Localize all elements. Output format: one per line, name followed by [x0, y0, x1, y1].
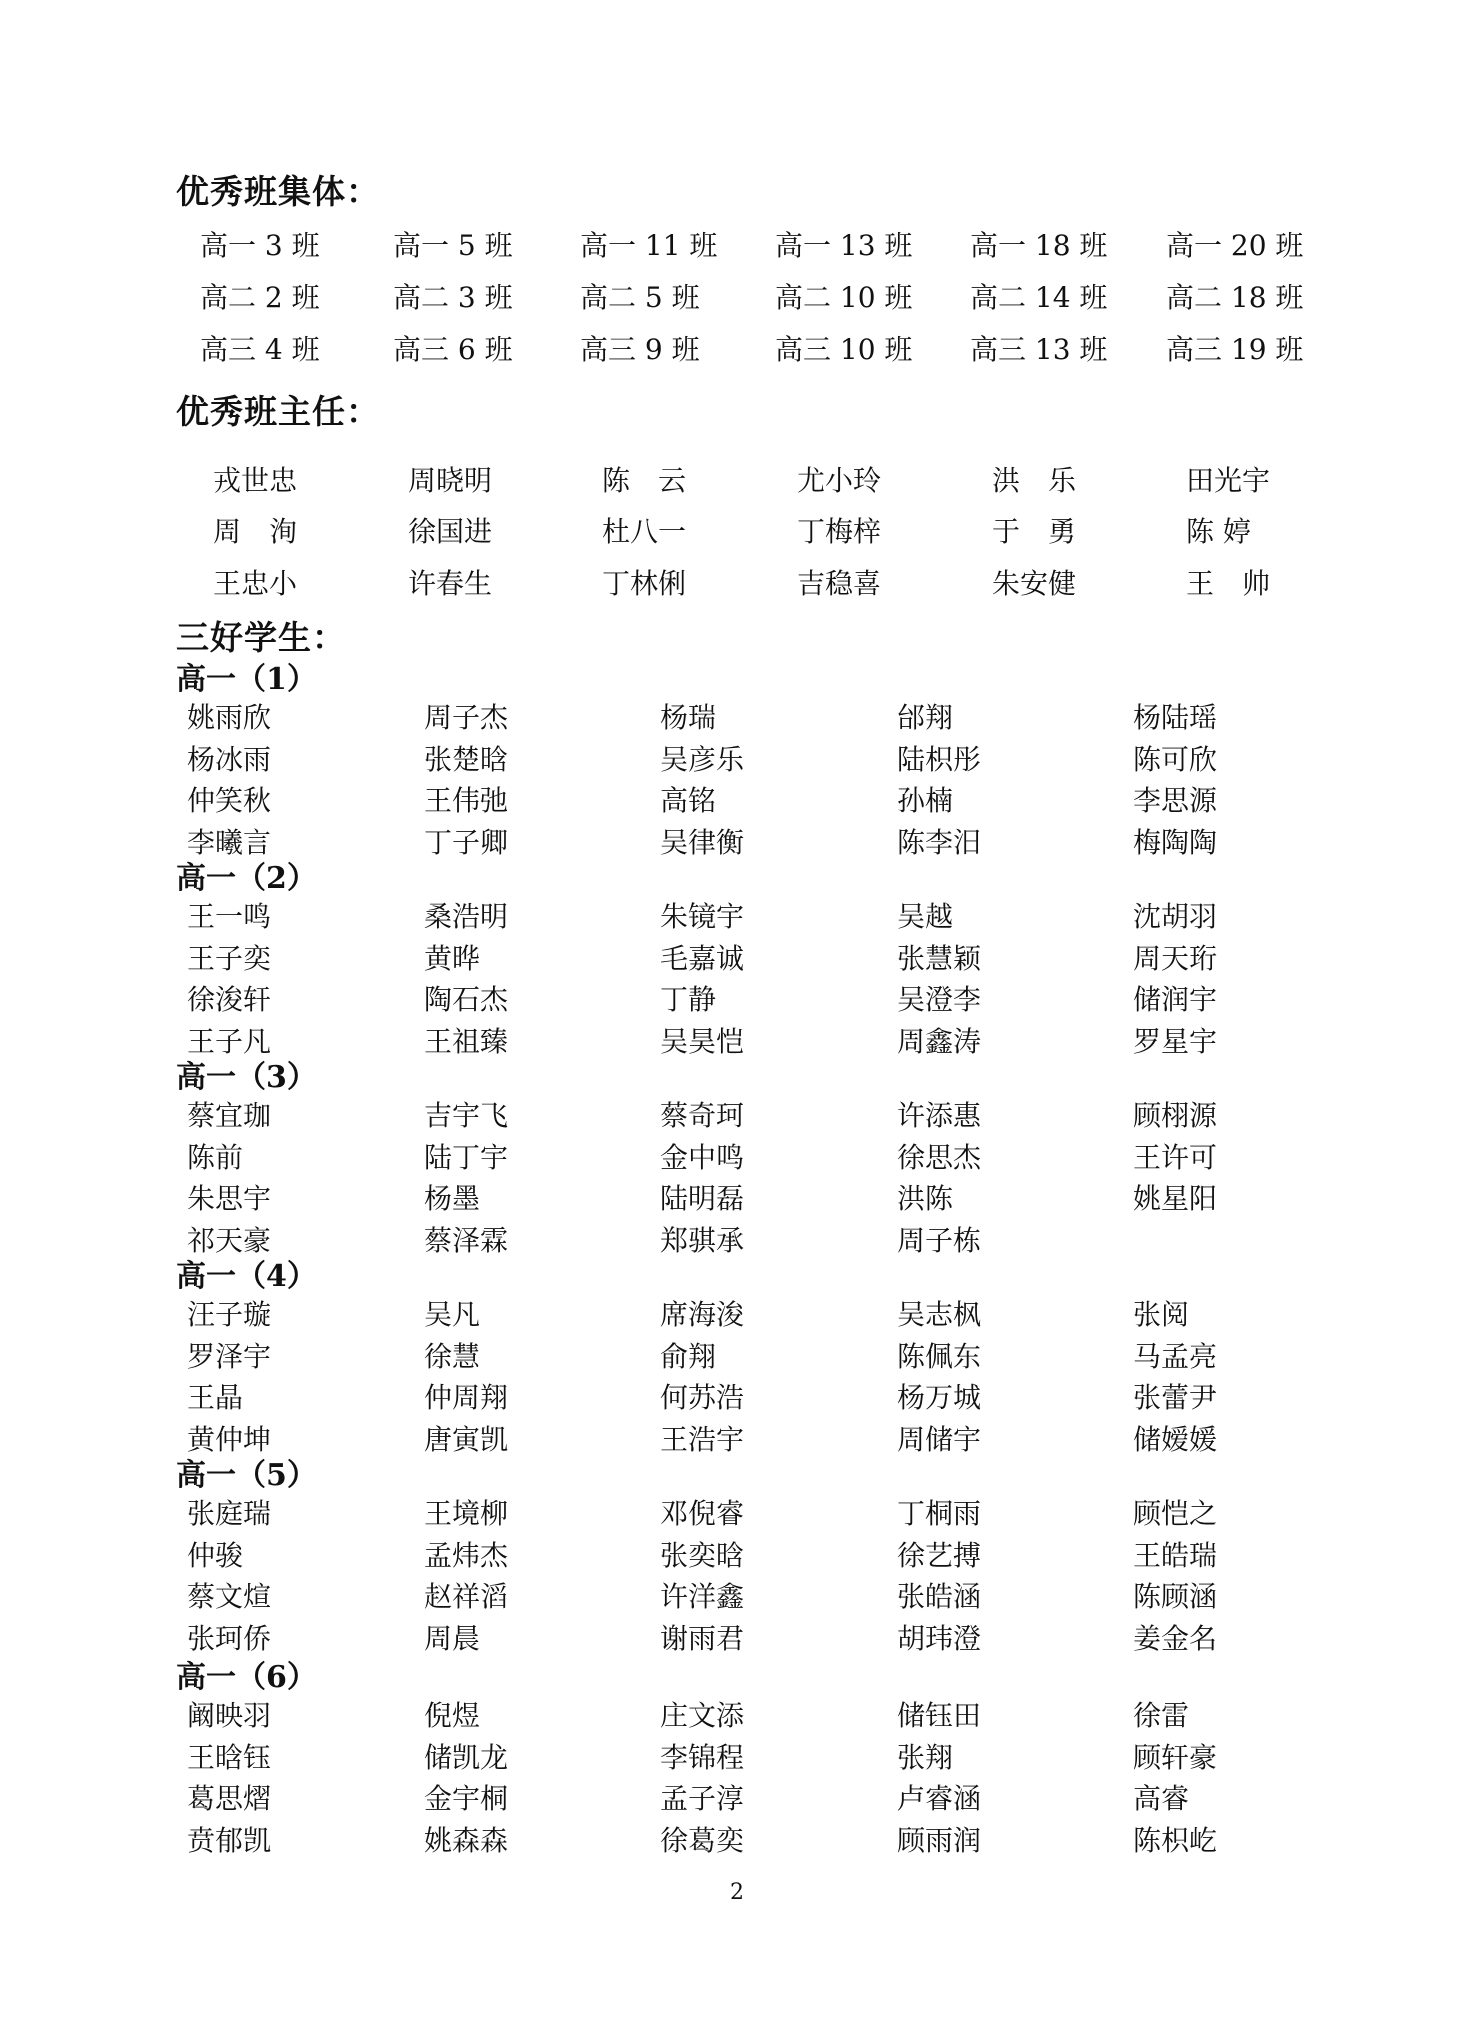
teacher-item: 王 帅: [1186, 567, 1271, 600]
student-name: 朱思宇: [187, 1182, 272, 1215]
teacher-item: 王忠小: [213, 567, 298, 600]
student-name: 周子杰: [424, 701, 509, 734]
teacher-item: 尤小玲: [797, 464, 882, 497]
student-name: 张庭瑞: [187, 1497, 272, 1530]
student-name: 吉宇飞: [424, 1099, 509, 1132]
student-name: 姜金名: [1133, 1621, 1218, 1655]
student-name: 许添惠: [897, 1099, 982, 1132]
class-group-label: 高一（4）: [176, 1259, 317, 1294]
class-item: 高二 18 班: [1166, 281, 1304, 314]
teacher-item: 于 勇: [992, 515, 1077, 548]
student-name: 顾轩豪: [1133, 1740, 1218, 1774]
student-name: 王子奕: [187, 941, 272, 975]
student-name: 孟炜杰: [424, 1538, 509, 1572]
student-name: 陈顾涵: [1133, 1580, 1218, 1613]
student-name: 黄仲坤: [187, 1422, 272, 1456]
student-name: 毛嘉诚: [660, 941, 745, 975]
class-item: 高三 4 班: [200, 333, 320, 366]
student-name: 贲郁凯: [187, 1823, 272, 1857]
class-item: 高二 10 班: [775, 281, 913, 314]
teacher-item: 周晓明: [408, 464, 493, 497]
student-name: 吴彦乐: [660, 742, 745, 776]
student-name: 马孟亮: [1133, 1339, 1218, 1373]
student-name: 陆丁宇: [424, 1140, 509, 1174]
student-name: 王晶: [187, 1381, 244, 1414]
class-item: 高一 5 班: [393, 229, 513, 262]
student-row: [0, 937, 1474, 977]
student-name: 姚雨欣: [187, 701, 272, 734]
student-name: 张慧颖: [897, 941, 982, 975]
student-name: 金宇桐: [424, 1782, 509, 1815]
class-item: 高二 3 班: [393, 281, 513, 314]
student-name: 吴律衡: [660, 825, 745, 859]
student-name: 席海浚: [660, 1298, 745, 1331]
teacher-item: 戎世忠: [213, 464, 298, 497]
student-name: 王浩宇: [660, 1422, 745, 1456]
student-name: 徐雷: [1133, 1699, 1190, 1732]
student-name: 杨墨: [424, 1182, 481, 1215]
class-item: 高一 18 班: [970, 229, 1108, 262]
class-item: 高三 6 班: [393, 333, 513, 366]
student-name: 仲笑秋: [187, 784, 272, 817]
class-item: 高三 13 班: [970, 333, 1108, 366]
student-name: 何苏浩: [660, 1381, 745, 1414]
student-row: [0, 1819, 1474, 1859]
student-name: 陈前: [187, 1140, 244, 1174]
student-row: [0, 696, 1474, 736]
page-number: 2: [730, 1880, 744, 1905]
student-name: 周天珩: [1133, 941, 1218, 975]
teacher-item: 陈 婷: [1186, 515, 1251, 548]
teacher-item: 吉稳喜: [797, 567, 882, 600]
student-name: 邓倪睿: [660, 1497, 745, 1530]
student-name: 张珂侨: [187, 1621, 272, 1655]
student-name: 邰翔: [897, 701, 954, 734]
teacher-row: [0, 459, 1474, 499]
student-name: 杨陆瑶: [1133, 701, 1218, 734]
student-name: 罗泽宇: [187, 1339, 272, 1373]
student-name: 储嫒媛: [1133, 1422, 1218, 1456]
student-name: 徐思杰: [897, 1140, 982, 1174]
student-name: 储润宇: [1133, 983, 1218, 1016]
teacher-item: 田光宇: [1186, 464, 1271, 497]
student-row: [0, 1534, 1474, 1574]
teacher-item: 杜八一: [602, 515, 687, 548]
teacher-item: 许春生: [408, 567, 493, 600]
student-row: [0, 1293, 1474, 1333]
student-name: 张皓涵: [897, 1580, 982, 1613]
student-name: 陈可欣: [1133, 742, 1218, 776]
student-name: 蔡文煊: [187, 1580, 272, 1613]
student-name: 许洋鑫: [660, 1580, 745, 1613]
student-name: 丁子卿: [424, 825, 509, 859]
student-name: 张蕾尹: [1133, 1381, 1218, 1414]
student-name: 杨万城: [897, 1381, 982, 1414]
student-name: 陈李汨: [897, 825, 982, 859]
student-name: 蔡泽霖: [424, 1223, 509, 1257]
student-name: 洪陈: [897, 1182, 954, 1215]
student-name: 蔡奇珂: [660, 1099, 745, 1132]
class-item: 高三 10 班: [775, 333, 913, 366]
student-name: 朱镜宇: [660, 900, 745, 933]
student-name: 张楚晗: [424, 742, 509, 776]
student-name: 庄文添: [660, 1699, 745, 1732]
heading-excellent-classes: 优秀班集体：: [176, 172, 380, 211]
student-name: 李思源: [1133, 784, 1218, 817]
student-name: 仲周翔: [424, 1381, 509, 1414]
student-row: [0, 738, 1474, 778]
student-name: 王祖臻: [424, 1024, 509, 1058]
class-group-label: 高一（2）: [176, 861, 317, 896]
student-name: 葛思熠: [187, 1782, 272, 1815]
student-row: [0, 1177, 1474, 1217]
student-name: 胡玮澄: [897, 1621, 982, 1655]
student-name: 黄晔: [424, 941, 481, 975]
student-name: 陆枳彤: [897, 742, 982, 776]
student-row: [0, 895, 1474, 935]
student-name: 李锦程: [660, 1740, 745, 1774]
student-name: 桑浩明: [424, 900, 509, 933]
student-row: [0, 1575, 1474, 1615]
student-name: 唐寅凯: [424, 1422, 509, 1456]
student-name: 王皓瑞: [1133, 1538, 1218, 1572]
student-name: 徐浚轩: [187, 983, 272, 1016]
student-name: 仲骏: [187, 1538, 244, 1572]
student-name: 王一鸣: [187, 900, 272, 933]
class-item: 高二 2 班: [200, 281, 320, 314]
student-name: 孟子淳: [660, 1782, 745, 1815]
heading-excellent-teachers: 优秀班主任：: [176, 392, 380, 431]
student-name: 徐慧: [424, 1339, 481, 1373]
student-name: 顾雨润: [897, 1823, 982, 1857]
student-name: 吴越: [897, 900, 954, 933]
class-item: 高三 19 班: [1166, 333, 1304, 366]
student-name: 罗星宇: [1133, 1024, 1218, 1058]
student-name: 阚映羽: [187, 1699, 272, 1732]
student-name: 高睿: [1133, 1782, 1190, 1815]
student-row: [0, 1617, 1474, 1657]
student-name: 姚星阳: [1133, 1182, 1218, 1215]
student-name: 陈枳屹: [1133, 1823, 1218, 1857]
teacher-item: 周 洵: [213, 515, 298, 548]
class-item: 高一 11 班: [580, 229, 718, 262]
student-name: 周晨: [424, 1621, 481, 1655]
student-name: 张奕晗: [660, 1538, 745, 1572]
student-name: 丁静: [660, 983, 717, 1016]
student-name: 王子凡: [187, 1024, 272, 1058]
teacher-row: [0, 562, 1474, 602]
student-name: 赵祥滔: [424, 1580, 509, 1613]
student-name: 倪煜: [424, 1699, 481, 1732]
student-name: 吴昊恺: [660, 1024, 745, 1058]
student-name: 梅陶陶: [1133, 825, 1218, 859]
student-name: 陈佩东: [897, 1339, 982, 1373]
student-row: [0, 1694, 1474, 1734]
teacher-item: 洪 乐: [992, 464, 1077, 497]
student-name: 周储宇: [897, 1422, 982, 1456]
student-name: 陶石杰: [424, 983, 509, 1016]
student-name: 周鑫涛: [897, 1024, 982, 1058]
student-name: 蔡宜珈: [187, 1099, 272, 1132]
student-name: 王许可: [1133, 1140, 1218, 1174]
student-name: 祁天豪: [187, 1223, 272, 1257]
student-name: 张翔: [897, 1740, 954, 1774]
student-row: [0, 1777, 1474, 1817]
student-name: 吴凡: [424, 1298, 481, 1331]
class-group-label: 高一（5）: [176, 1458, 317, 1493]
class-row: [0, 276, 1474, 316]
student-name: 周子栋: [897, 1223, 982, 1257]
student-name: 姚森森: [424, 1823, 509, 1857]
student-name: 杨冰雨: [187, 742, 272, 776]
class-group-label: 高一（3）: [176, 1060, 317, 1095]
student-name: 顾栩源: [1133, 1099, 1218, 1132]
student-name: 高铭: [660, 784, 717, 817]
teacher-item: 陈 云: [602, 464, 687, 497]
class-item: 高一 13 班: [775, 229, 913, 262]
class-row: [0, 224, 1474, 264]
student-row: [0, 978, 1474, 1018]
teacher-row: [0, 510, 1474, 550]
student-row: [0, 1492, 1474, 1532]
student-name: 谢雨君: [660, 1621, 745, 1655]
student-name: 吴澄李: [897, 983, 982, 1016]
student-name: 杨瑞: [660, 701, 717, 734]
student-row: [0, 1736, 1474, 1776]
student-row: [0, 1335, 1474, 1375]
teacher-item: 丁梅梓: [797, 515, 882, 548]
student-name: 张阅: [1133, 1298, 1190, 1331]
heading-merit-students: 三好学生：: [176, 618, 346, 657]
class-row: [0, 328, 1474, 368]
student-name: 金中鸣: [660, 1140, 745, 1174]
student-name: 徐葛奕: [660, 1823, 745, 1857]
student-name: 俞翔: [660, 1339, 717, 1373]
student-row: [0, 1376, 1474, 1416]
student-row: [0, 1094, 1474, 1134]
student-row: [0, 779, 1474, 819]
student-name: 沈胡羽: [1133, 900, 1218, 933]
student-name: 王晗钰: [187, 1740, 272, 1774]
teacher-item: 朱安健: [992, 567, 1077, 600]
student-name: 丁桐雨: [897, 1497, 982, 1530]
student-name: 李曦言: [187, 825, 272, 859]
student-name: 郑骐承: [660, 1223, 745, 1257]
student-name: 吴志枫: [897, 1298, 982, 1331]
student-row: [0, 1136, 1474, 1176]
class-item: 高三 9 班: [580, 333, 700, 366]
class-item: 高二 14 班: [970, 281, 1108, 314]
student-name: 储钰田: [897, 1699, 982, 1732]
teacher-item: 徐国进: [408, 515, 493, 548]
student-name: 汪子璇: [187, 1298, 272, 1331]
student-name: 顾恺之: [1133, 1497, 1218, 1530]
student-name: 王境柳: [424, 1497, 509, 1530]
student-name: 卢睿涵: [897, 1782, 982, 1815]
class-item: 高二 5 班: [580, 281, 700, 314]
teacher-item: 丁林俐: [602, 567, 687, 600]
student-name: 王伟弛: [424, 784, 509, 817]
student-name: 陆明磊: [660, 1182, 745, 1215]
student-name: 徐艺搏: [897, 1538, 982, 1572]
student-name: 储凯龙: [424, 1740, 509, 1774]
class-group-label: 高一（6）: [176, 1660, 317, 1695]
class-item: 高一 3 班: [200, 229, 320, 262]
class-item: 高一 20 班: [1166, 229, 1304, 262]
student-name: 孙楠: [897, 784, 954, 817]
class-group-label: 高一（1）: [176, 662, 317, 697]
